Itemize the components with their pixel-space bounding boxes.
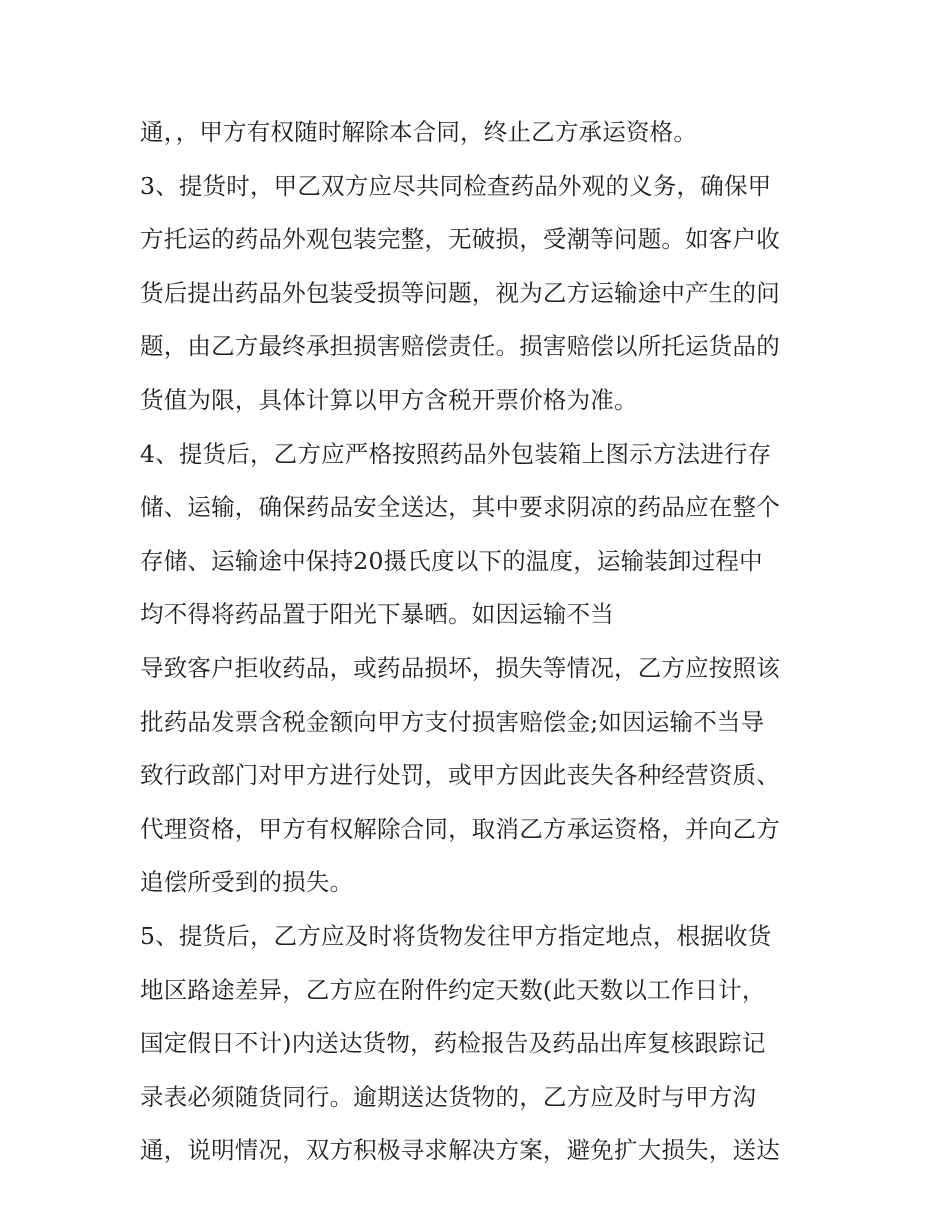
text-line: 货后提出药品外包装受损等问题，视为乙方运输途中产生的问 — [140, 278, 780, 307]
text-line: 4、提货后，乙方应严格按照药品外包装箱上图示方法进行存 — [140, 439, 772, 468]
text-line: 3、提货时，甲乙双方应尽共同检查药品外观的义务，确保甲 — [140, 171, 772, 200]
text-line: 5、提货后，乙方应及时将货物发往甲方指定地点，根据收货 — [140, 921, 772, 950]
text-line: 方托运的药品外观包装完整，无破损，受潮等问题。如客户收 — [140, 225, 780, 254]
text-line: 储、运输，确保药品安全送达，其中要求阴凉的药品应在整个 — [140, 493, 780, 522]
contract-body-text — [140, 106, 840, 1178]
text-line: 代理资格，甲方有权解除合同，取消乙方承运资格，并向乙方 — [140, 814, 780, 843]
text-line: 货值为限，具体计算以甲方含税开票价格为准。 — [140, 385, 638, 414]
text-line: 批药品发票含税金额向甲方支付损害赔偿金;如因运输不当导 — [140, 707, 765, 736]
text-line: 通，，甲方有权随时解除本合同，终止乙方承运资格。 — [140, 118, 698, 146]
text-line: 题，由乙方最终承担损害赔偿责任。损害赔偿以所托运货品的 — [140, 332, 780, 361]
text-line: 追偿所受到的损失。 — [140, 868, 354, 897]
text-line: 导致客户拒收药品，或药品损坏，损失等情况，乙方应按照该 — [140, 653, 780, 682]
text-line: 致行政部门对甲方进行处罚，或甲方因此丧失各种经营资质、 — [140, 761, 780, 790]
text-line: 国定假日不计)内送达货物，药检报告及药品出库复核跟踪记 — [140, 1029, 766, 1058]
text-line: 存储、运输途中保持20摄氏度以下的温度，运输装卸过程中 — [140, 546, 763, 575]
text-line: 均不得将药品置于阳光下暴晒。如因运输不当 — [140, 600, 614, 629]
text-line: 录表必须随货同行。逾期送达货物的，乙方应及时与甲方沟 — [140, 1082, 757, 1111]
text-line: 地区路途差异，乙方应在附件约定天数(此天数以工作日计， — [140, 975, 766, 1004]
text-line: 通，说明情况，双方积极寻求解决方案，避免扩大损失，送达 — [140, 1136, 780, 1165]
